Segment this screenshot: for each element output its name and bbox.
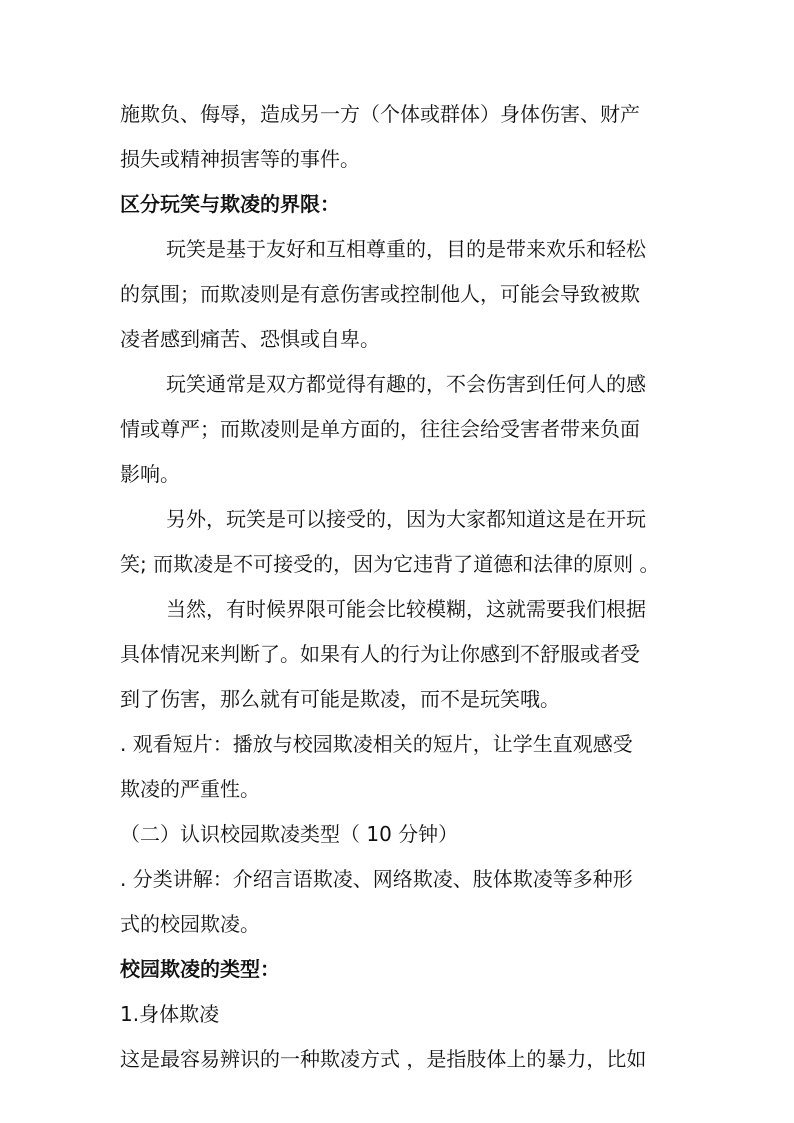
section-heading: 校园欺凌的类型： [120,957,280,981]
paragraph-line: 玩笑通常是双方都觉得有趣的，不会伤害到任何人的感 [166,372,646,396]
paragraph-line: 玩笑是基于友好和互相尊重的，目的是带来欢乐和轻松 [166,237,646,261]
paragraph-line: 情或尊严；而欺凌则是单方面的，往往会给受害者带来负面 [120,417,640,441]
paragraph-line: 当然，有时候界限可能会比较模糊，这就需要我们根据 [166,597,646,621]
section-heading: 区分玩笑与欺凌的界限： [120,192,340,216]
paragraph-line: 施欺负、侮辱，造成另一方（个体或群体）身体伤害、财产 [120,102,640,126]
list-item-line: . 分类讲解：介绍言语欺凌、网络欺凌、肢体欺凌等多种形 [120,867,633,891]
paragraph-line: 这是最容易辨识的一种欺凌方式 ，是指肢体上的暴力，比如 [120,1047,647,1071]
numbered-heading: 1.身体欺凌 [120,1002,220,1026]
section-subheading: （二）认识校园欺凌类型（ 10 分钟） [120,822,459,846]
paragraph-line: 具体情况来判断了。如果有人的行为让你感到不舒服或者受 [120,642,640,666]
paragraph-line: 到了伤害，那么就有可能是欺凌，而不是玩笑哦。 [120,687,560,711]
paragraph-line: 影响。 [120,462,180,486]
paragraph-line: 凌者感到痛苦、恐惧或自卑。 [120,327,380,351]
paragraph-line: 的氛围；而欺凌则是有意伤害或控制他人，可能会导致被欺 [120,282,640,306]
list-item-line: 欺凌的严重性。 [120,777,260,801]
list-item-line: . 观看短片：播放与校园欺凌相关的短片，让学生直观感受 [120,732,633,756]
paragraph-line: 损失或精神损害等的事件。 [120,147,360,171]
list-item-line: 式的校园欺凌。 [120,912,260,936]
paragraph-line: 笑; 而欺凌是不可接受的，因为它违背了道德和法律的原则 。 [120,552,660,576]
paragraph-line: 另外，玩笑是可以接受的，因为大家都知道这是在开玩 [166,507,646,531]
